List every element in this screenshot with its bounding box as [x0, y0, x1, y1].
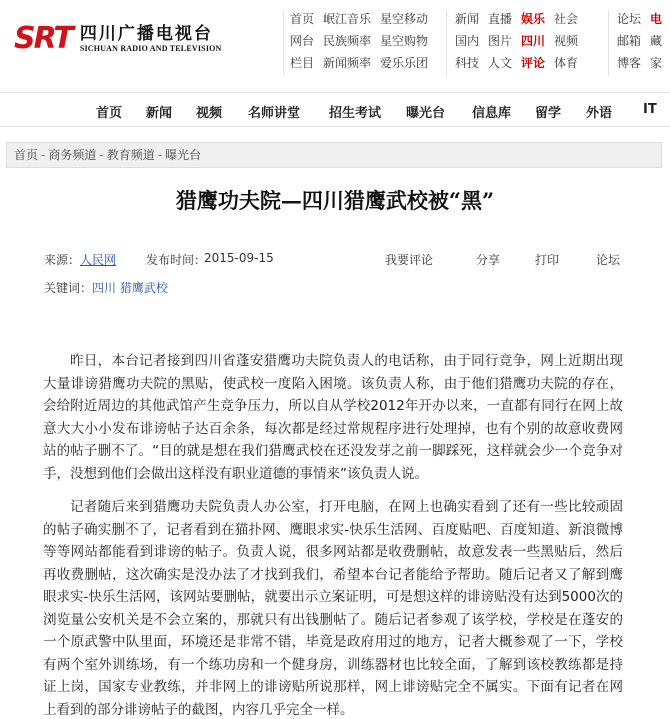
forum-link[interactable]: 论坛 — [596, 253, 621, 267]
breadcrumb — [6, 142, 662, 168]
top-nav-link[interactable]: 论坛 — [617, 12, 642, 26]
top-nav-link[interactable]: 网台 — [290, 34, 315, 48]
breadcrumb-link[interactable]: 首页 — [14, 148, 39, 162]
site-header — [0, 0, 670, 93]
logo-en: SICHUAN RADIO AND TELEVISION — [79, 43, 222, 53]
top-nav-link[interactable]: 人文 — [488, 56, 513, 70]
main-nav-item[interactable]: 新闻 — [146, 106, 173, 121]
top-nav-link-hot[interactable]: 评论 — [521, 56, 546, 70]
top-nav-link[interactable]: 社会 — [554, 12, 579, 26]
main-nav-item[interactable]: IT — [643, 102, 657, 117]
top-nav-group-2 — [455, 8, 587, 74]
top-nav-link[interactable]: 邮箱 — [617, 34, 642, 48]
keywords — [44, 279, 168, 296]
article-title: 猎鹰功夫院—四川猎鹰武校被“黑” — [175, 188, 495, 213]
breadcrumb-sep: - — [157, 148, 163, 162]
top-nav-link[interactable]: 博客 — [617, 56, 642, 70]
divider — [446, 10, 447, 76]
top-nav-link[interactable]: 直播 — [488, 12, 513, 26]
main-nav-item[interactable]: 视频 — [196, 106, 223, 121]
logo-text — [80, 24, 222, 53]
article-paragraph: 昨日，本台记者接到四川省蓬安猎鹰功夫院负责人的电话称，由于同行竞争，网上近期出现大量诽谤猎鹰功夫院的黑贴，使武校一度陷入困境。该负责人称，由于他们猎鹰功夫院的存在，会给附近周边的其他武馆产生竞争压力，所以自从学校2012年开办以来，一直都有同行在网上故意大大小小发布诽谤帖子达百余条，每次都是经过常规程序进行处理掉，也有个别的故意收费网站的帖子删不了。“目的就是想在我们猎鹰武校在还没发芽之前一脚踩死，这样就会少一个竞争对手，没想到他们会做出这样没有职业道德的事情来”该负责人说。 — [43, 353, 623, 482]
divider — [283, 10, 284, 76]
keywords-label: 关键词： — [44, 281, 93, 295]
divider — [608, 10, 609, 76]
time-label: 发布时间： — [146, 253, 207, 267]
main-nav-item[interactable]: 招生考试 — [329, 106, 382, 121]
breadcrumb-sep: - — [99, 148, 104, 162]
top-nav-link[interactable]: 星空购物 — [380, 34, 429, 48]
top-nav-group-3 — [617, 8, 670, 74]
main-nav-item[interactable]: 信息库 — [472, 106, 512, 121]
main-nav-item[interactable]: 名师讲堂 — [248, 106, 301, 121]
top-nav-link[interactable]: 星空移动 — [380, 12, 429, 26]
publish-time: 2015-09-15 — [204, 251, 274, 265]
top-nav-link[interactable]: 视频 — [554, 34, 579, 48]
source-label: 来源： — [44, 253, 81, 267]
top-nav-link[interactable]: 爱乐乐团 — [380, 56, 429, 70]
article-meta — [44, 251, 644, 271]
breadcrumb-sep: - — [41, 148, 46, 162]
top-nav-link[interactable]: 岷江音乐 — [323, 12, 372, 26]
top-nav-link[interactable]: 新闻 — [455, 12, 480, 26]
main-nav-item[interactable]: 外语 — [586, 106, 613, 121]
breadcrumb-link[interactable]: 教育频道 — [106, 148, 155, 162]
article-body — [43, 350, 623, 719]
main-nav-item[interactable]: 首页 — [96, 106, 123, 121]
top-nav-link-hot[interactable]: 电 — [650, 12, 663, 26]
print-link[interactable]: 打印 — [535, 253, 560, 267]
top-nav-link[interactable]: 国内 — [455, 34, 480, 48]
top-nav-link[interactable]: 首页 — [290, 12, 315, 26]
main-nav-item[interactable]: 曝光台 — [406, 106, 446, 121]
main-nav-item[interactable]: 留学 — [535, 106, 562, 121]
breadcrumb-link[interactable]: 曝光台 — [165, 148, 202, 162]
keywords-link[interactable]: 四川 猎鹰武校 — [92, 281, 168, 295]
logo-mark: SRT — [14, 20, 72, 56]
share-link[interactable]: 分享 — [476, 253, 501, 267]
breadcrumb-link[interactable]: 商务频道 — [48, 148, 97, 162]
logo-cn: 四川广播电视台 — [79, 23, 213, 44]
top-nav-link[interactable]: 体育 — [554, 56, 579, 70]
comment-link[interactable]: 我要评论 — [385, 253, 434, 267]
top-nav-link[interactable]: 民族频率 — [323, 34, 372, 48]
top-nav-link-hot[interactable]: 四川 — [521, 34, 546, 48]
top-nav-link[interactable]: 图片 — [488, 34, 513, 48]
top-nav-link[interactable]: 新闻频率 — [323, 56, 372, 70]
top-nav-link-hot[interactable]: 娱乐 — [521, 12, 546, 26]
site-logo[interactable] — [14, 18, 222, 58]
source-link[interactable]: 人民网 — [80, 253, 117, 267]
top-nav-group-1 — [290, 8, 437, 74]
main-nav — [0, 93, 670, 127]
top-nav-link[interactable]: 家 — [650, 56, 663, 70]
article-paragraph: 记者随后来到猎鹰功夫院负责人办公室，打开电脑，在网上也确实看到了还有一些比较顽固的帖子确实删不了，记者看到在猫扑网、鹰眼求实-快乐生活网、百度贴吧、百度知道、新浪微博等等网站都能看到诽谤的帖子。负责人说，很多网站都是收费删帖，故意发表一些黑贴后，然后再收费删帖，这次确实是没办法了才找到我们，希望本台记者能给予帮助。随后记者又了解到鹰眼求实-快乐生活网，该网站要删帖，就要出示立案证明，可是想这样的诽谤贴没有达到5000次的浏览量公安机关是不会立案的，那就只有出钱删帖了。随后记者参观了该学校，学校是在蓬安的一个原武警中队里面，环境还是非常不错，毕竟是政府用过的地方，记者大概参观了一下，学校有两个室外训练场，有一个练功房和一个健身房，训练器材也比较全面，了解到该校教练都是持证上岗，国家专业教练，并非网上的诽谤贴所说那样，网上诽谤贴完全不属实。下面有记者在网上看到的部分诽谤帖子的截图，内容几乎完全一样。 — [43, 499, 623, 718]
top-nav-link[interactable]: 栏目 — [290, 56, 315, 70]
top-nav-link[interactable]: 藏 — [650, 34, 663, 48]
top-nav-link[interactable]: 科技 — [455, 56, 480, 70]
